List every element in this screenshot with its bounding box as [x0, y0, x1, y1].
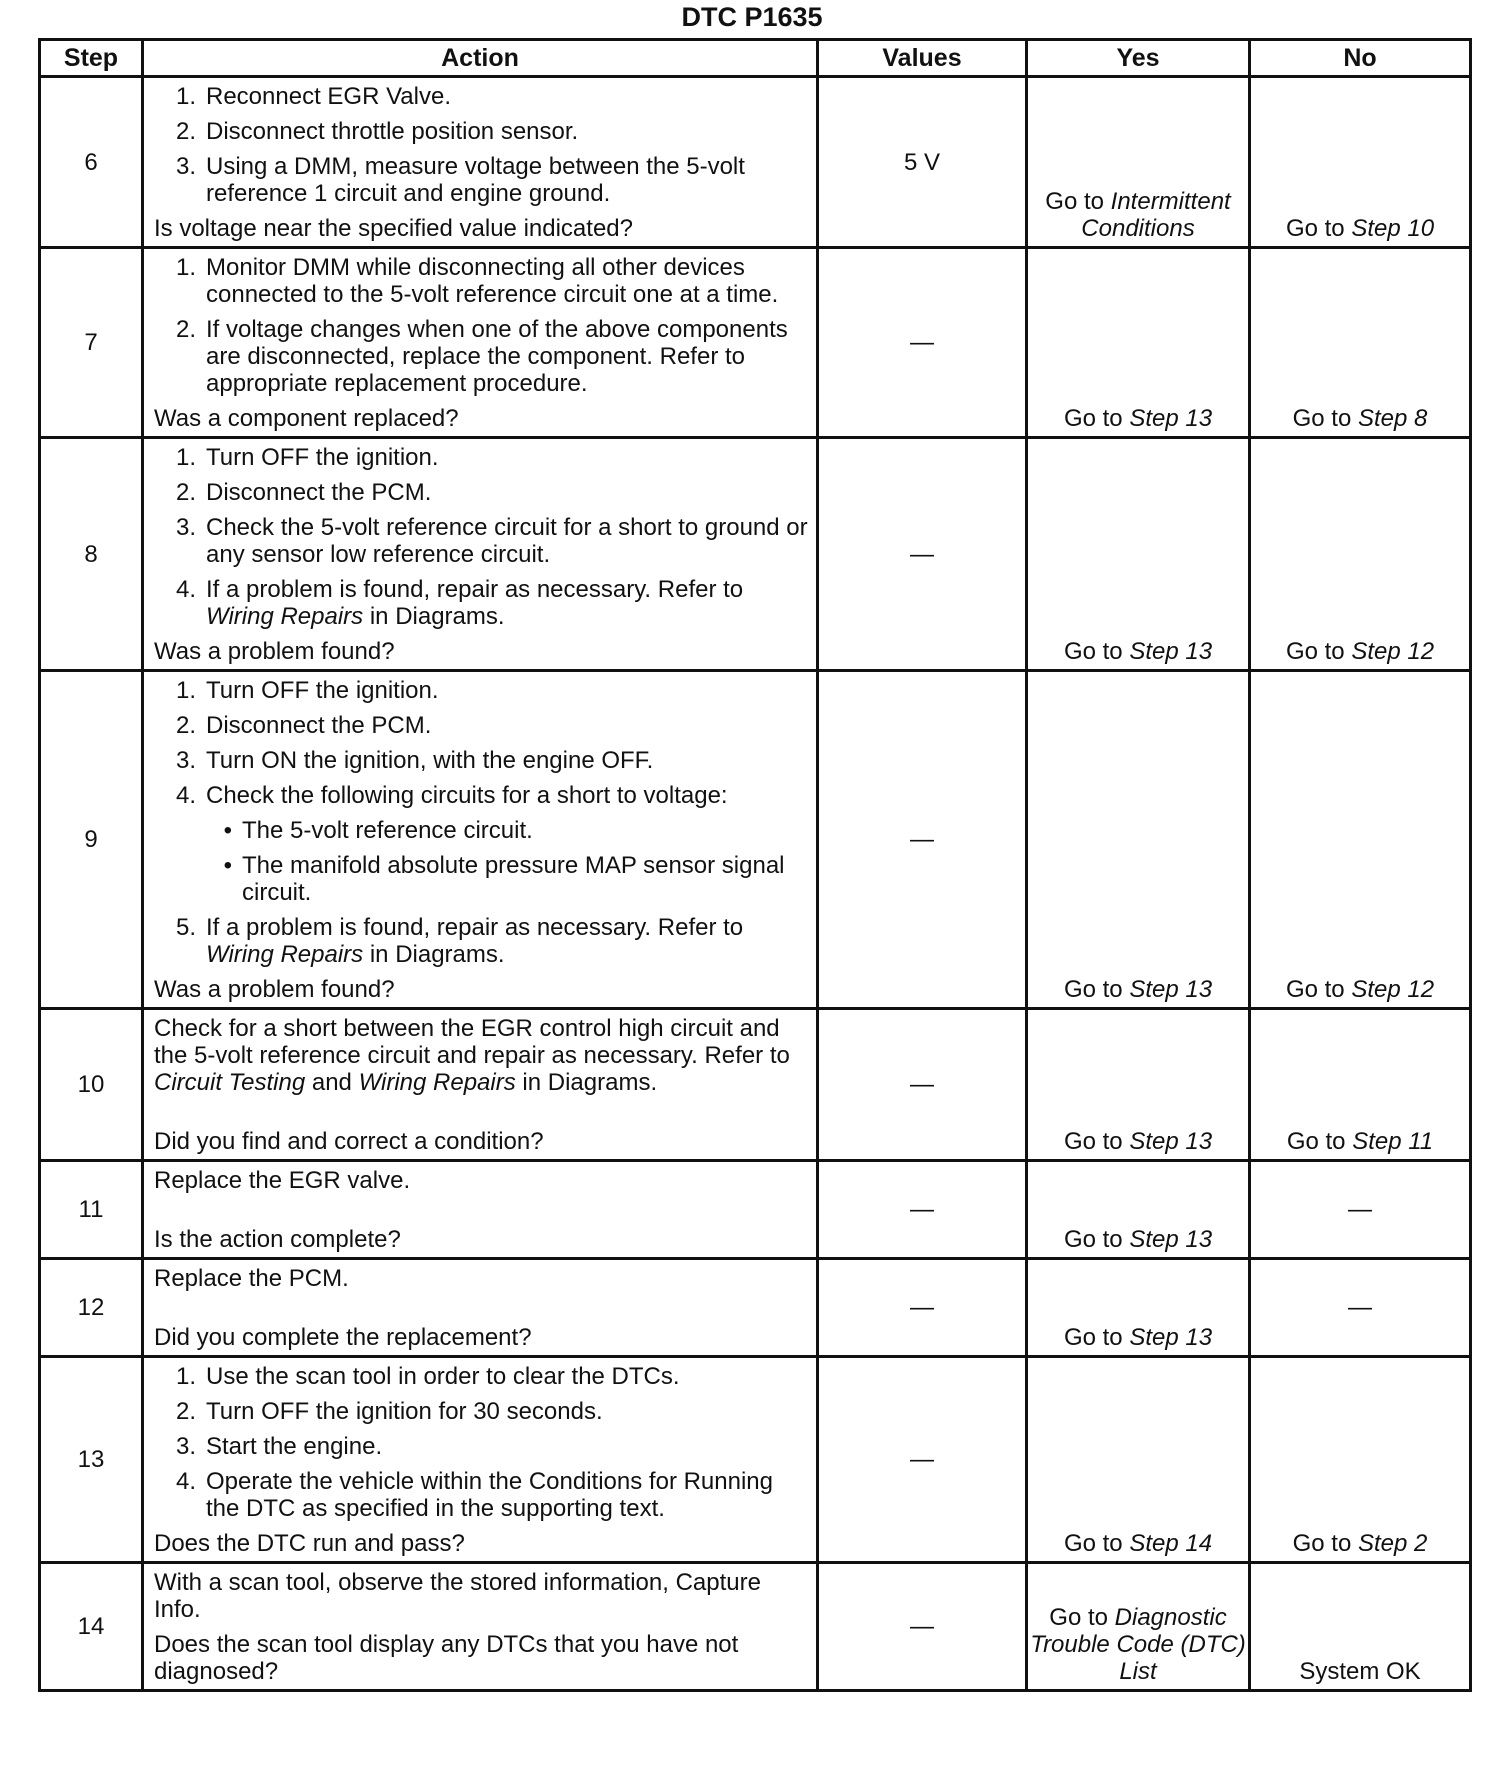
- table-row: [40, 438, 1471, 671]
- step-number: 12: [40, 1259, 143, 1357]
- action-cell: [143, 671, 818, 1009]
- no-reference-link[interactable]: Step 8: [1357, 405, 1428, 432]
- table-row: [40, 248, 1471, 438]
- yes-cell: [1027, 1357, 1250, 1563]
- action-text: Turn ON the ignition, with the engine OFF.: [206, 747, 654, 774]
- action-text: Check the following circuits for a short to voltage:: [206, 782, 728, 809]
- yes-reference-link[interactable]: Step 13: [1129, 976, 1213, 1003]
- list-item: 2. Disconnect throttle position sensor.: [154, 118, 808, 145]
- list-item: 3. Using a DMM, measure voltage between the 5-volt reference 1 circuit and engine ground.: [154, 153, 808, 207]
- yes-reference-link[interactable]: Step 14: [1129, 1530, 1213, 1557]
- yes-cell: [1027, 1009, 1250, 1161]
- list-item: 1. Turn OFF the ignition.: [154, 677, 808, 704]
- no-cell: —: [1250, 1161, 1471, 1259]
- value-cell: —: [818, 1563, 1027, 1691]
- action-text: If a problem is found, repair as necessary. Refer to: [206, 576, 744, 603]
- goto-text: Go to: [1286, 1128, 1346, 1155]
- goto-text: Go to: [1063, 1530, 1123, 1557]
- yes-cell: [1027, 248, 1250, 438]
- table-row: [40, 671, 1471, 1009]
- value-cell: —: [818, 1357, 1027, 1563]
- table-row: [40, 1009, 1471, 1161]
- no-cell: [1250, 77, 1471, 248]
- table-row: [40, 1563, 1471, 1691]
- action-text: If a problem is found, repair as necessary. Refer to: [206, 914, 744, 941]
- yes-cell: [1027, 1259, 1250, 1357]
- list-item: 3. Start the engine.: [154, 1433, 808, 1460]
- question-text: Did you complete the replacement?: [154, 1324, 532, 1351]
- yes-reference-link[interactable]: Step 13: [1129, 638, 1213, 665]
- list-item: 2. Turn OFF the ignition for 30 seconds.: [154, 1398, 808, 1425]
- wiring-repairs-link[interactable]: Wiring Repairs: [206, 603, 364, 630]
- goto-text: Go to: [1063, 1324, 1123, 1351]
- action-text: Disconnect the PCM.: [206, 479, 432, 506]
- action-text: Monitor DMM while disconnecting all other devices connected to the 5-volt reference circuit one at a time.: [206, 254, 779, 308]
- goto-text: Go to: [1063, 1128, 1123, 1155]
- list-item: 4. Check the following circuits for a short to voltage: • The 5-volt reference circuit. • The manifold absolute pressure MAP sensor signal circuit.: [154, 782, 808, 906]
- question-text: Was a component replaced?: [154, 405, 459, 432]
- no-reference-link[interactable]: Step 12: [1351, 976, 1435, 1003]
- action-text: Check the 5-volt reference circuit for a short to ground or any sensor low reference circuit.: [206, 514, 808, 568]
- header-step: Step: [40, 40, 143, 77]
- list-item: 4. If a problem is found, repair as necessary. Refer to Wiring Repairs in Diagrams.: [175, 576, 744, 630]
- action-cell: [143, 1563, 818, 1691]
- table-row: [40, 77, 1471, 248]
- step-number: 10: [40, 1009, 143, 1161]
- yes-reference-link[interactable]: Step 13: [1129, 405, 1213, 432]
- yes-reference-link[interactable]: Intermittent Conditions: [1081, 188, 1231, 242]
- circuit-testing-link[interactable]: Circuit Testing: [154, 1069, 306, 1096]
- action-cell: [143, 77, 818, 248]
- value-cell: —: [818, 438, 1027, 671]
- goto-text: Go to: [1285, 976, 1345, 1003]
- bullet-item: • The 5-volt reference circuit.: [223, 817, 533, 844]
- no-cell: [1250, 1009, 1471, 1161]
- action-text: Turn OFF the ignition for 30 seconds.: [206, 1398, 603, 1425]
- list-item: 2. If voltage changes when one of the above components are disconnected, replace the component. Refer to appropriate replacement procedure.: [154, 316, 808, 397]
- list-item: 1. Use the scan tool in order to clear the DTCs.: [154, 1363, 808, 1390]
- action-cell: [143, 1009, 818, 1161]
- value-cell: —: [818, 1161, 1027, 1259]
- list-item: 2. Disconnect the PCM.: [154, 479, 808, 506]
- action-cell: [143, 1259, 818, 1357]
- table-row: [40, 1259, 1471, 1357]
- action-text: in Diagrams.: [369, 603, 505, 630]
- yes-reference-link[interactable]: Step 13: [1129, 1324, 1213, 1351]
- action-text: in Diagrams.: [369, 941, 505, 968]
- question-text: Is the action complete?: [154, 1226, 401, 1253]
- goto-text: Go to: [1292, 405, 1352, 432]
- action-text: Reconnect EGR Valve.: [206, 83, 452, 110]
- step-number: 8: [40, 438, 143, 671]
- list-item: 1. Monitor DMM while disconnecting all other devices connected to the 5-volt reference circuit one at a time.: [154, 254, 808, 308]
- goto-text: Go to: [1063, 405, 1123, 432]
- value-cell: —: [818, 671, 1027, 1009]
- action-text: With a scan tool, observe the stored information, Capture Info.: [154, 1569, 761, 1623]
- step-number: 6: [40, 77, 143, 248]
- table-row: [40, 1357, 1471, 1563]
- step-number: 9: [40, 671, 143, 1009]
- goto-text: Go to: [1063, 1226, 1123, 1253]
- no-cell: [1250, 248, 1471, 438]
- list-item: 1. Reconnect EGR Valve.: [154, 83, 808, 110]
- page-title: DTC P1635: [681, 2, 823, 32]
- bullet-text: The 5-volt reference circuit.: [242, 817, 533, 844]
- step-number: 7: [40, 248, 143, 438]
- table-header-row: [40, 40, 1471, 77]
- list-item: 5. If a problem is found, repair as necessary. Refer to Wiring Repairs in Diagrams.: [175, 914, 744, 968]
- value-cell: —: [818, 1259, 1027, 1357]
- header-values: Values: [818, 40, 1027, 77]
- yes-cell: [1027, 671, 1250, 1009]
- action-text: Use the scan tool in order to clear the DTCs.: [206, 1363, 680, 1390]
- question-text: Does the scan tool display any DTCs that you have not diagnosed?: [154, 1631, 739, 1685]
- list-item: 1. Turn OFF the ignition.: [154, 444, 808, 471]
- bullet-item: • The manifold absolute pressure MAP sensor signal circuit.: [206, 852, 808, 906]
- value-cell: —: [818, 1009, 1027, 1161]
- action-text: Turn OFF the ignition.: [206, 444, 439, 471]
- question-text: Was a problem found?: [154, 638, 395, 665]
- bullet-text: The manifold absolute pressure MAP sensor signal circuit.: [242, 852, 785, 906]
- no-reference-link[interactable]: Step 2: [1357, 1530, 1428, 1557]
- goto-text: Go to: [1292, 1530, 1352, 1557]
- action-text: Disconnect throttle position sensor.: [206, 118, 579, 145]
- step-number: 13: [40, 1357, 143, 1563]
- table-row: [40, 1161, 1471, 1259]
- goto-text: Go to: [1063, 638, 1123, 665]
- action-text: Replace the EGR valve.: [154, 1167, 411, 1194]
- header-action: Action: [143, 40, 818, 77]
- header-yes: Yes: [1027, 40, 1250, 77]
- action-text: Disconnect the PCM.: [206, 712, 432, 739]
- question-text: Was a problem found?: [154, 976, 395, 1003]
- no-reference-link[interactable]: Step 10: [1351, 215, 1435, 242]
- yes-reference-link[interactable]: Step 13: [1129, 1128, 1213, 1155]
- yes-reference-link[interactable]: Diagnostic Trouble Code (DTC) List: [1030, 1604, 1246, 1685]
- no-reference-link[interactable]: Step 11: [1352, 1128, 1434, 1155]
- action-text: Operate the vehicle within the Conditions for Running the DTC as specified in the supporting text.: [206, 1468, 773, 1522]
- list-item: 2. Disconnect the PCM.: [154, 712, 808, 739]
- diagnostic-table: [38, 38, 1472, 1692]
- yes-cell: [1027, 1563, 1250, 1691]
- no-cell: [1250, 671, 1471, 1009]
- step-number: 11: [40, 1161, 143, 1259]
- action-text: Using a DMM, measure voltage between the 5-volt reference 1 circuit and engine ground.: [206, 153, 745, 207]
- no-cell: [1250, 1357, 1471, 1563]
- action-text: in Diagrams.: [522, 1069, 658, 1096]
- no-reference-link[interactable]: Step 12: [1351, 638, 1435, 665]
- value-cell: 5 V: [818, 77, 1027, 248]
- action-text: Start the engine.: [206, 1433, 383, 1460]
- action-cell: [143, 248, 818, 438]
- wiring-repairs-link[interactable]: Wiring Repairs: [358, 1069, 516, 1096]
- action-text: Turn OFF the ignition.: [206, 677, 439, 704]
- wiring-repairs-link[interactable]: Wiring Repairs: [206, 941, 364, 968]
- action-text: Check for a short between the EGR control high circuit and the 5-volt reference circuit and repair as necessary. Refer to: [154, 1015, 790, 1069]
- header-no: No: [1250, 40, 1471, 77]
- question-text: Is voltage near the specified value indicated?: [154, 215, 633, 242]
- question-text: Does the DTC run and pass?: [154, 1530, 465, 1557]
- no-cell: System OK: [1250, 1563, 1471, 1691]
- yes-reference-link[interactable]: Step 13: [1129, 1226, 1213, 1253]
- yes-cell: [1027, 438, 1250, 671]
- question-text: Did you find and correct a condition?: [154, 1128, 544, 1155]
- goto-text: Go to: [1045, 188, 1104, 215]
- action-text: Replace the PCM.: [154, 1265, 349, 1292]
- no-cell: —: [1250, 1259, 1471, 1357]
- yes-cell: [1027, 1161, 1250, 1259]
- goto-text: Go to: [1285, 638, 1345, 665]
- goto-text: Go to: [1063, 976, 1123, 1003]
- goto-text: Go to: [1285, 215, 1345, 242]
- list-item: 3. Check the 5-volt reference circuit for a short to ground or any sensor low reference circuit.: [175, 514, 808, 568]
- conjunction-text: and: [311, 1069, 352, 1096]
- list-item: 4. Operate the vehicle within the Conditions for Running the DTC as specified in the supporting text.: [154, 1468, 808, 1522]
- goto-text: Go to: [1049, 1604, 1108, 1631]
- action-cell: [143, 1161, 818, 1259]
- value-cell: —: [818, 248, 1027, 438]
- step-number: 14: [40, 1563, 143, 1691]
- list-item: 3. Turn ON the ignition, with the engine OFF.: [154, 747, 808, 774]
- action-cell: [143, 1357, 818, 1563]
- yes-cell: [1027, 77, 1250, 248]
- action-cell: [143, 438, 818, 671]
- action-text: If voltage changes when one of the above components are disconnected, replace the component. Refer to appropriate replacement procedure.: [206, 316, 788, 397]
- no-cell: [1250, 438, 1471, 671]
